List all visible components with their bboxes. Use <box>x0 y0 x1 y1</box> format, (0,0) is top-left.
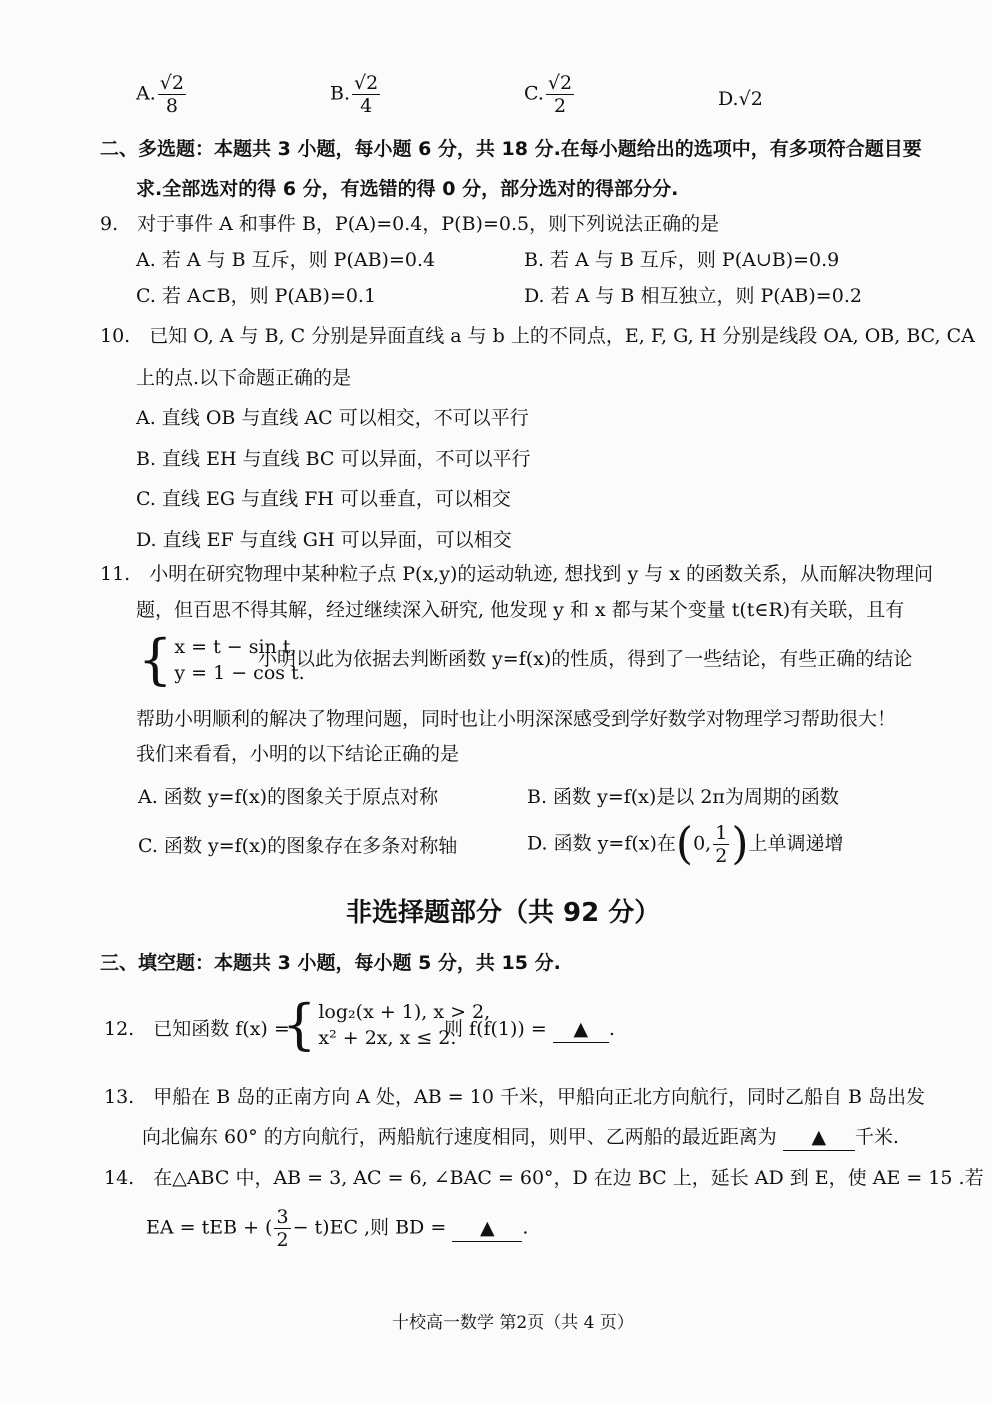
q9-option-a: A. 若 A 与 B 互斥，则 P(AB)=0.4 <box>136 249 436 271</box>
q13-line-1: 13. 甲船在 B 岛的正南方向 A 处，AB = 10 千米，甲船向正北方向航行，同时乙船自 B 岛出发 <box>104 1086 926 1108</box>
q10-option-b: B. 直线 EH 与直线 BC 可以异面，不可以平行 <box>136 448 531 470</box>
q9-option-d: D. 若 A 与 B 相互独立，则 P(AB)=0.2 <box>524 285 862 307</box>
q8-option-b: B. $\frac{√2}{4}$ <box>330 72 379 117</box>
q11-option-a: A. 函数 y=f(x)的图象关于原点对称 <box>138 786 439 808</box>
section2-line1: 二、多选题：本题共 3 小题，每小题 6 分，共 18 分.在每小题给出的选项中，有多项符合题目要 <box>100 138 922 160</box>
q10-option-d: D. 直线 EF 与直线 GH 可以异面，可以相交 <box>136 529 512 551</box>
q8-a-fraction: $\frac{√2}{8}$ <box>159 72 184 117</box>
q12-piecewise: { log₂(x + 1), x > 2, x² + 2x, x ≤ 2. <box>282 993 491 1056</box>
q11-stem-4: 帮助小明顺利的解决了物理问题，同时也让小明深深感受到学好数学对物理学习帮助很大！ <box>136 708 897 730</box>
q12-answer: 则 f(f(1)) = ▲ . <box>444 1016 615 1043</box>
section2-heading: 二、多选题： <box>100 138 215 160</box>
q10-option-c: C. 直线 EG 与直线 FH 可以垂直，可以相交 <box>136 488 511 510</box>
q13-answer-blank[interactable]: ▲ <box>783 1124 855 1151</box>
q11-option-c: C. 函数 y=f(x)的图象存在多条对称轴 <box>138 835 458 857</box>
q12-prefix: 12. 已知函数 f(x) = <box>104 1018 290 1040</box>
section2-line2: 求.全部选对的得 6 分，有选错的得 0 分，部分选对的得部分分. <box>136 178 679 200</box>
q9-stem: 9. 对于事件 A 和事件 B，P(A)=0.4，P(B)=0.5，则下列说法正确的是 <box>100 213 720 235</box>
q10-stem-1: 10. 已知 O, A 与 B, C 分别是异面直线 a 与 b 上的不同点，E, F, G, H 分别是线段 OA, OB, BC, CA <box>100 325 975 347</box>
section3-line: 三、填空题：本题共 3 小题，每小题 5 分，共 15 分. <box>100 952 561 974</box>
q9-option-c: C. 若 A⊂B，则 P(AB)=0.1 <box>136 285 377 307</box>
q11-stem-5: 我们来看看，小明的以下结论正确的是 <box>136 743 460 765</box>
q10-option-a: A. 直线 OB 与直线 AC 可以相交，不可以平行 <box>136 407 529 429</box>
q11-option-d: D. 函数 y=f(x)在(0, $\frac{1}{2}$ )上单调递增 <box>527 818 844 870</box>
q12-answer-blank[interactable]: ▲ <box>553 1016 609 1043</box>
q11-option-b: B. 函数 y=f(x)是以 2π为周期的函数 <box>527 786 839 808</box>
q8-option-d: D.√2 <box>718 88 763 110</box>
q9-option-b: B. 若 A 与 B 互斥，则 P(A∪B)=0.9 <box>524 249 840 271</box>
q14-answer-blank[interactable]: ▲ <box>452 1215 522 1242</box>
part-title: 非选择题部分（共 92 分） <box>346 898 661 928</box>
q11-equation-system: { x = t − sin t, y = 1 − cos t. <box>138 628 305 691</box>
q11-stem-2: 题，但百思不得其解，经过继续深入研究, 他发现 y 和 x 都与某个变量 t(t∈R)有关联，且有 <box>136 599 905 621</box>
q11-d-fraction: $\frac{1}{2}$ <box>715 822 728 867</box>
q14-fraction: $\frac{3}{2}$ <box>276 1206 289 1251</box>
q8-b-fraction: $\frac{√2}{4}$ <box>354 72 379 117</box>
q13-line-2: 向北偏东 60° 的方向航行，两船航行速度相同，则甲、乙两船的最近距离为 ▲ 千米. <box>142 1124 899 1151</box>
q8-c-fraction: $\frac{√2}{2}$ <box>547 72 573 117</box>
q8-option-a: A. $\frac{√2}{8}$ <box>136 72 184 117</box>
q8-option-c: C. $\frac{√2}{2}$ <box>524 72 573 117</box>
q11-stem-3: 小明以此为依据去判断函数 y=f(x)的性质，得到了一些结论，有些正确的结论 <box>258 648 913 670</box>
q14-line-2: EA = tEB + ( $\frac{3}{2}$ − t)EC ,则 BD = ▲ . <box>146 1206 529 1251</box>
section3-heading: 三、填空题： <box>100 952 215 974</box>
q10-stem-2: 上的点.以下命题正确的是 <box>136 367 352 389</box>
page-footer: 十校高一数学 第2页（共 4 页） <box>392 1313 634 1333</box>
q14-line-1: 14. 在△ABC 中，AB = 3, AC = 6, ∠BAC = 60°，D 在边 BC 上，延长 AD 到 E，使 AE = 15 .若 <box>104 1167 984 1189</box>
q11-stem-1: 11. 小明在研究物理中某种粒子点 P(x,y)的运动轨迹, 想找到 y 与 x 的函数关系，从而解决物理问 <box>100 563 934 585</box>
